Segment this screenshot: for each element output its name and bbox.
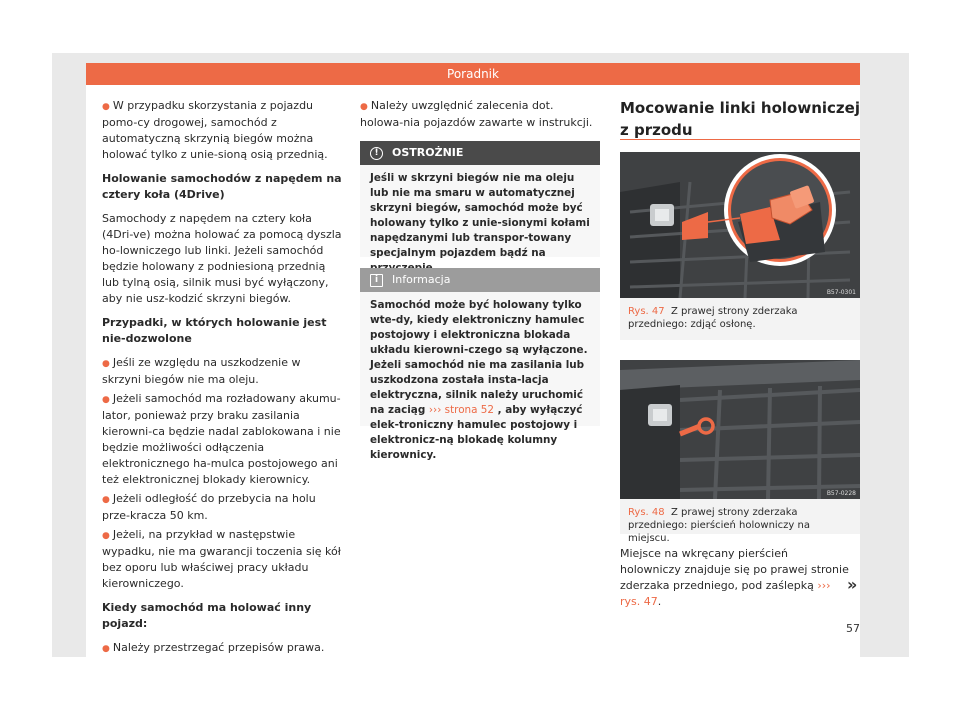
warning-title: OSTROŻNIE <box>392 146 464 159</box>
info-text-part: , aby wyłączyć elek-troniczny hamulec postojowy i elektronicz-ną blokadę kolumny kierownicy. <box>370 404 583 461</box>
bullet-icon: ● <box>360 102 368 112</box>
list-item <box>360 98 600 131</box>
figure-48 <box>620 360 860 544</box>
list-item-text: W przypadku skorzystania z pojazdu pomo-cy drogowej, samochód z automatyczną skrzynią biegów można holować tylko z unie-sioną osią przednią. <box>102 99 328 161</box>
info-title: Informacja <box>392 273 451 286</box>
figure-47 <box>620 152 860 340</box>
bullet-icon: ● <box>102 531 110 541</box>
heading-not-allowed: Przypadki, w których holowanie jest nie-dozwolone <box>102 316 327 345</box>
continue-mark: » <box>847 575 858 594</box>
list-item <box>102 491 342 524</box>
section-divider <box>620 139 860 140</box>
warning-box <box>360 141 600 257</box>
heading-towing-other: Kiedy samochód ma holować inny pojazd: <box>102 601 312 630</box>
list-item-text: Należy przestrzegać przepisów prawa. <box>112 641 325 654</box>
figure-48-image <box>620 360 860 499</box>
info-icon: i <box>370 274 383 287</box>
section-title: Mocowanie linki holowniczej z przodu <box>620 99 860 139</box>
list-item-text: Jeżeli samochód ma rozładowany akumu-lator, ponieważ przy braku zasilania kierowni-ca będzie nadal zablokowana i nie będzie możliwości odłączenia elektronicznego ha-mulca postojowego ani też elektronicznej blokady kierownicy. <box>102 392 341 486</box>
figure-caption-text: Z prawej strony zderzaka przedniego: pierścień holowniczy na miejscu. <box>628 507 810 544</box>
tow-ring-illustration <box>620 360 860 499</box>
column-left <box>102 98 342 665</box>
figure-label: Rys. 48 <box>628 507 665 518</box>
warning-text: Jeśli w skrzyni biegów nie ma oleju lub nie ma smaru w automatycznej skrzyni biegów, samochód może być holowany tylko z unie-sionymi kołami napędzanymi lub transpor-towany specjalnym pojazdem bądź na <box>370 172 590 259</box>
list-item-text: Jeżeli, na przykład w następstwie wypadku, nie ma gwarancji toczenia się kół bez oporu lub właściwej pracy układu kierowniczego. <box>102 528 341 590</box>
info-text-part: Samochód może być holowany tylko wte-dy, kiedy elektroniczny hamulec postojowy i elektroniczna blokada układu kierowni-czego są wyłączone. Jeżeli samochód nie ma zasilania lub uszkodzona została insta-lacja elektryczna, silnik należy uruchomić na zaciąg <box>370 299 588 416</box>
list-item-text: Jeśli ze względu na uszkodzenie w skrzyni biegów nie ma oleju. <box>102 356 301 386</box>
list-item <box>102 355 342 388</box>
page-link[interactable]: ››› strona 52 <box>428 404 495 416</box>
info-title-bar <box>360 268 600 292</box>
figure-link[interactable]: ››› rys. 47 <box>620 579 831 608</box>
list-item <box>102 391 342 488</box>
list-item-text: Jeżeli odległość do przebycia na holu prze-kracza 50 km. <box>102 492 316 522</box>
warning-title-bar <box>360 141 600 165</box>
figure-48-caption <box>628 506 854 545</box>
figure-47-image <box>620 152 860 298</box>
paragraph-4drive: Samochody z napędem na cztery koła (4Dri-ve) można holować za pomocą dyszla ho-lowniczego lub linki. Jeżeli samochód będzie holowany z podniesioną przednią lub tylną osią, silnik musi być wyłączony, aby nie usz-kodzić skrzyni biegów. <box>102 212 342 305</box>
bumper-cover-illustration <box>620 152 860 298</box>
paragraph-text: Miejsce na wkręcany pierścień holowniczy znajduje się po prawej stronie zderzaka przedniego, pod zaślepką <box>620 547 849 592</box>
warning-icon: ! <box>370 147 383 160</box>
info-text <box>360 292 600 471</box>
bullet-icon: ● <box>102 395 110 405</box>
list-item <box>102 527 342 592</box>
column-middle <box>360 98 600 139</box>
bullet-icon: ● <box>102 495 110 505</box>
paragraph-tow-ring <box>620 546 850 610</box>
list-item-text: Należy uwzględnić zalecenia dot. holowa-nia pojazdów zawarte w instrukcji. <box>360 99 593 129</box>
chapter-header: Poradnik <box>86 63 860 85</box>
bullet-icon: ● <box>102 644 110 654</box>
bullet-icon: ● <box>102 359 110 369</box>
figure-code: B57-0301 <box>826 289 856 296</box>
figure-label: Rys. 47 <box>628 306 665 317</box>
figure-caption-text: Z prawej strony zderzaka przedniego: zdjąć osłonę. <box>628 306 798 330</box>
info-box <box>360 268 600 461</box>
page-number: 57 <box>846 622 860 635</box>
list-item <box>102 640 342 657</box>
list-item <box>102 98 342 163</box>
paragraph-end: . <box>657 595 662 608</box>
bullet-icon: ● <box>102 102 110 112</box>
figure-47-caption <box>628 305 854 331</box>
figure-code: B57-0228 <box>826 490 856 497</box>
heading-4drive: Holowanie samochodów z napędem na cztery koła (4Drive) <box>102 172 342 201</box>
